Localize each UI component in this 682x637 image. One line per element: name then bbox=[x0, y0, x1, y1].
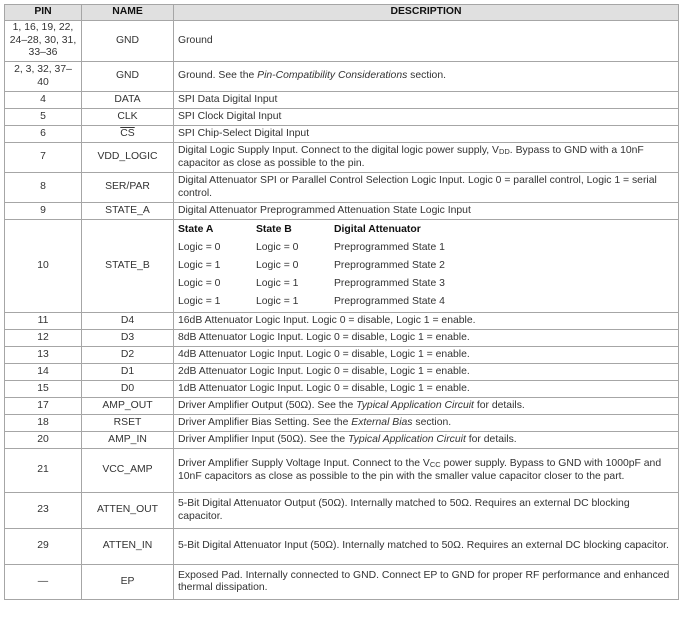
pin-cell: 12 bbox=[5, 330, 82, 347]
name-cell: ATTEN_IN bbox=[82, 529, 174, 565]
name-cell: D0 bbox=[82, 381, 174, 398]
desc-text: Digital Logic Supply Input. Connect to the digital logic power supply, V bbox=[178, 145, 499, 157]
subscript: DD bbox=[498, 147, 510, 157]
description-cell: Digital Attenuator Preprogrammed Attenuation State Logic Input bbox=[174, 203, 679, 220]
description-cell: Ground bbox=[174, 21, 679, 62]
table-row bbox=[5, 220, 679, 313]
description-cell bbox=[174, 62, 679, 92]
pin-cell: 17 bbox=[5, 398, 82, 415]
name-cell: D4 bbox=[82, 313, 174, 330]
section-reference: Typical Application Circuit bbox=[348, 433, 466, 445]
state-cell: Logic = 1 bbox=[256, 296, 299, 307]
desc-text: Driver Amplifier Bias Setting. See the bbox=[178, 416, 352, 428]
name-cell: STATE_A bbox=[82, 203, 174, 220]
name-cell: STATE_B bbox=[82, 220, 174, 313]
description-cell bbox=[174, 449, 679, 493]
description-cell bbox=[174, 220, 679, 313]
description-cell bbox=[174, 432, 679, 449]
table-row bbox=[5, 415, 679, 432]
subscript: CC bbox=[429, 460, 441, 470]
description-cell: SPI Clock Digital Input bbox=[174, 109, 679, 126]
pin-cell: 10 bbox=[5, 220, 82, 313]
description-cell: SPI Data Digital Input bbox=[174, 92, 679, 109]
description-cell: SPI Chip-Select Digital Input bbox=[174, 126, 679, 143]
state-header: State A bbox=[178, 224, 214, 235]
name-cell: VCC_AMP bbox=[82, 449, 174, 493]
description-cell bbox=[174, 398, 679, 415]
table-row bbox=[5, 493, 679, 529]
table-row bbox=[5, 203, 679, 220]
description-cell: 2dB Attenuator Logic Input. Logic 0 = disable, Logic 1 = enable. bbox=[174, 364, 679, 381]
name-cell: DATA bbox=[82, 92, 174, 109]
pin-cell: 8 bbox=[5, 173, 82, 203]
name-cell: EP bbox=[82, 565, 174, 600]
pin-cell: 18 bbox=[5, 415, 82, 432]
pin-cell: 21 bbox=[5, 449, 82, 493]
pin-cell: 14 bbox=[5, 364, 82, 381]
state-cell: Logic = 0 bbox=[178, 278, 221, 289]
pin-cell: 9 bbox=[5, 203, 82, 220]
name-cell: AMP_IN bbox=[82, 432, 174, 449]
header-pin: PIN bbox=[5, 5, 82, 21]
table-row bbox=[5, 565, 679, 600]
state-cell: Logic = 1 bbox=[178, 260, 221, 271]
table-row bbox=[5, 398, 679, 415]
name-cell: GND bbox=[82, 21, 174, 62]
name-cell: D3 bbox=[82, 330, 174, 347]
pin-cell: 7 bbox=[5, 143, 82, 173]
table-row bbox=[5, 21, 679, 62]
name-cell: SER/PAR bbox=[82, 173, 174, 203]
description-cell bbox=[174, 143, 679, 173]
pin-cell: 2, 3, 32, 37–40 bbox=[5, 62, 82, 92]
state-cell: Preprogrammed State 1 bbox=[334, 242, 445, 253]
description-cell: 8dB Attenuator Logic Input. Logic 0 = disable, Logic 1 = enable. bbox=[174, 330, 679, 347]
desc-text: power supply. Bypass to GND with 1000pF and 10nF capacitors as close as possible to the pin with the smaller value capacitor closer to the part. bbox=[178, 458, 662, 482]
state-cell: Preprogrammed State 3 bbox=[334, 278, 445, 289]
name-cell: CLK bbox=[82, 109, 174, 126]
pin-cell: — bbox=[5, 565, 82, 600]
pin-cell: 11 bbox=[5, 313, 82, 330]
table-row bbox=[5, 529, 679, 565]
pin-description-table bbox=[4, 4, 679, 600]
table-row bbox=[5, 92, 679, 109]
table-row bbox=[5, 432, 679, 449]
description-cell: 5-Bit Digital Attenuator Output (50Ω). Internally matched to 50Ω. Requires an external DC blocking capacitor. bbox=[174, 493, 679, 529]
table-row bbox=[5, 330, 679, 347]
header-description: DESCRIPTION bbox=[174, 5, 679, 21]
name-cell: VDD_LOGIC bbox=[82, 143, 174, 173]
state-cell: Logic = 0 bbox=[256, 242, 299, 253]
pin-cell: 23 bbox=[5, 493, 82, 529]
description-cell bbox=[174, 415, 679, 432]
section-reference: Pin-Compatibility Considerations bbox=[257, 70, 408, 82]
state-table bbox=[178, 221, 674, 311]
table-row bbox=[5, 347, 679, 364]
pin-cell: 6 bbox=[5, 126, 82, 143]
description-cell: 5-Bit Digital Attenuator Input (50Ω). Internally matched to 50Ω. Requires an external DC blocking capacitor. bbox=[174, 529, 679, 565]
chip-select-name: $\overline{CS}$ bbox=[120, 127, 135, 139]
state-cell: Preprogrammed State 4 bbox=[334, 296, 445, 307]
description-cell: Digital Attenuator SPI or Parallel Control Selection Logic Input. Logic 0 = parallel control, Logic 1 = serial control. bbox=[174, 173, 679, 203]
desc-text: Ground. See the bbox=[178, 70, 258, 82]
table-row bbox=[5, 62, 679, 92]
name-cell: RSET bbox=[82, 415, 174, 432]
name-cell: AMP_OUT bbox=[82, 398, 174, 415]
state-cell: Logic = 0 bbox=[178, 242, 221, 253]
pin-cell: 15 bbox=[5, 381, 82, 398]
name-cell: ATTEN_OUT bbox=[82, 493, 174, 529]
pin-cell: 20 bbox=[5, 432, 82, 449]
name-cell: D2 bbox=[82, 347, 174, 364]
state-header: Digital Attenuator bbox=[334, 224, 421, 235]
pin-cell: 4 bbox=[5, 92, 82, 109]
desc-text: Driver Amplifier Input (50Ω). See the bbox=[178, 433, 349, 445]
table-row bbox=[5, 449, 679, 493]
section-reference: Typical Application Circuit bbox=[356, 399, 474, 411]
name-cell bbox=[82, 126, 174, 143]
state-cell: Logic = 1 bbox=[178, 296, 221, 307]
desc-text: Driver Amplifier Supply Voltage Input. Connect to the V bbox=[178, 458, 430, 470]
pin-cell: 5 bbox=[5, 109, 82, 126]
pin-cell: 29 bbox=[5, 529, 82, 565]
description-cell: Exposed Pad. Internally connected to GND. Connect EP to GND for proper RF performance and enhanced thermal dissipation. bbox=[174, 565, 679, 600]
table-row bbox=[5, 364, 679, 381]
table-row bbox=[5, 109, 679, 126]
desc-text: section. bbox=[407, 70, 446, 82]
desc-text: Driver Amplifier Output (50Ω). See the bbox=[178, 399, 357, 411]
desc-text: for details. bbox=[465, 433, 517, 445]
header-row bbox=[5, 5, 679, 21]
table-row bbox=[5, 381, 679, 398]
state-header: State B bbox=[256, 224, 292, 235]
section-reference: External Bias bbox=[351, 416, 413, 428]
description-cell: 1dB Attenuator Logic Input. Logic 0 = disable, Logic 1 = enable. bbox=[174, 381, 679, 398]
desc-text: . Bypass to GND with a 10nF capacitor as close as possible to the pin. bbox=[178, 145, 644, 169]
table-row bbox=[5, 143, 679, 173]
table-row bbox=[5, 173, 679, 203]
name-cell: D1 bbox=[82, 364, 174, 381]
table-row bbox=[5, 313, 679, 330]
description-cell: 16dB Attenuator Logic Input. Logic 0 = disable, Logic 1 = enable. bbox=[174, 313, 679, 330]
state-cell: Preprogrammed State 2 bbox=[334, 260, 445, 271]
desc-text: section. bbox=[412, 416, 452, 428]
description-cell: 4dB Attenuator Logic Input. Logic 0 = disable, Logic 1 = enable. bbox=[174, 347, 679, 364]
state-cell: Logic = 0 bbox=[256, 260, 299, 271]
table-row bbox=[5, 126, 679, 143]
name-cell: GND bbox=[82, 62, 174, 92]
desc-text: for details. bbox=[473, 399, 525, 411]
pin-cell: 13 bbox=[5, 347, 82, 364]
header-name: NAME bbox=[82, 5, 174, 21]
pin-cell: 1, 16, 19, 22, 24–28, 30, 31, 33–36 bbox=[5, 21, 82, 62]
state-cell: Logic = 1 bbox=[256, 278, 299, 289]
